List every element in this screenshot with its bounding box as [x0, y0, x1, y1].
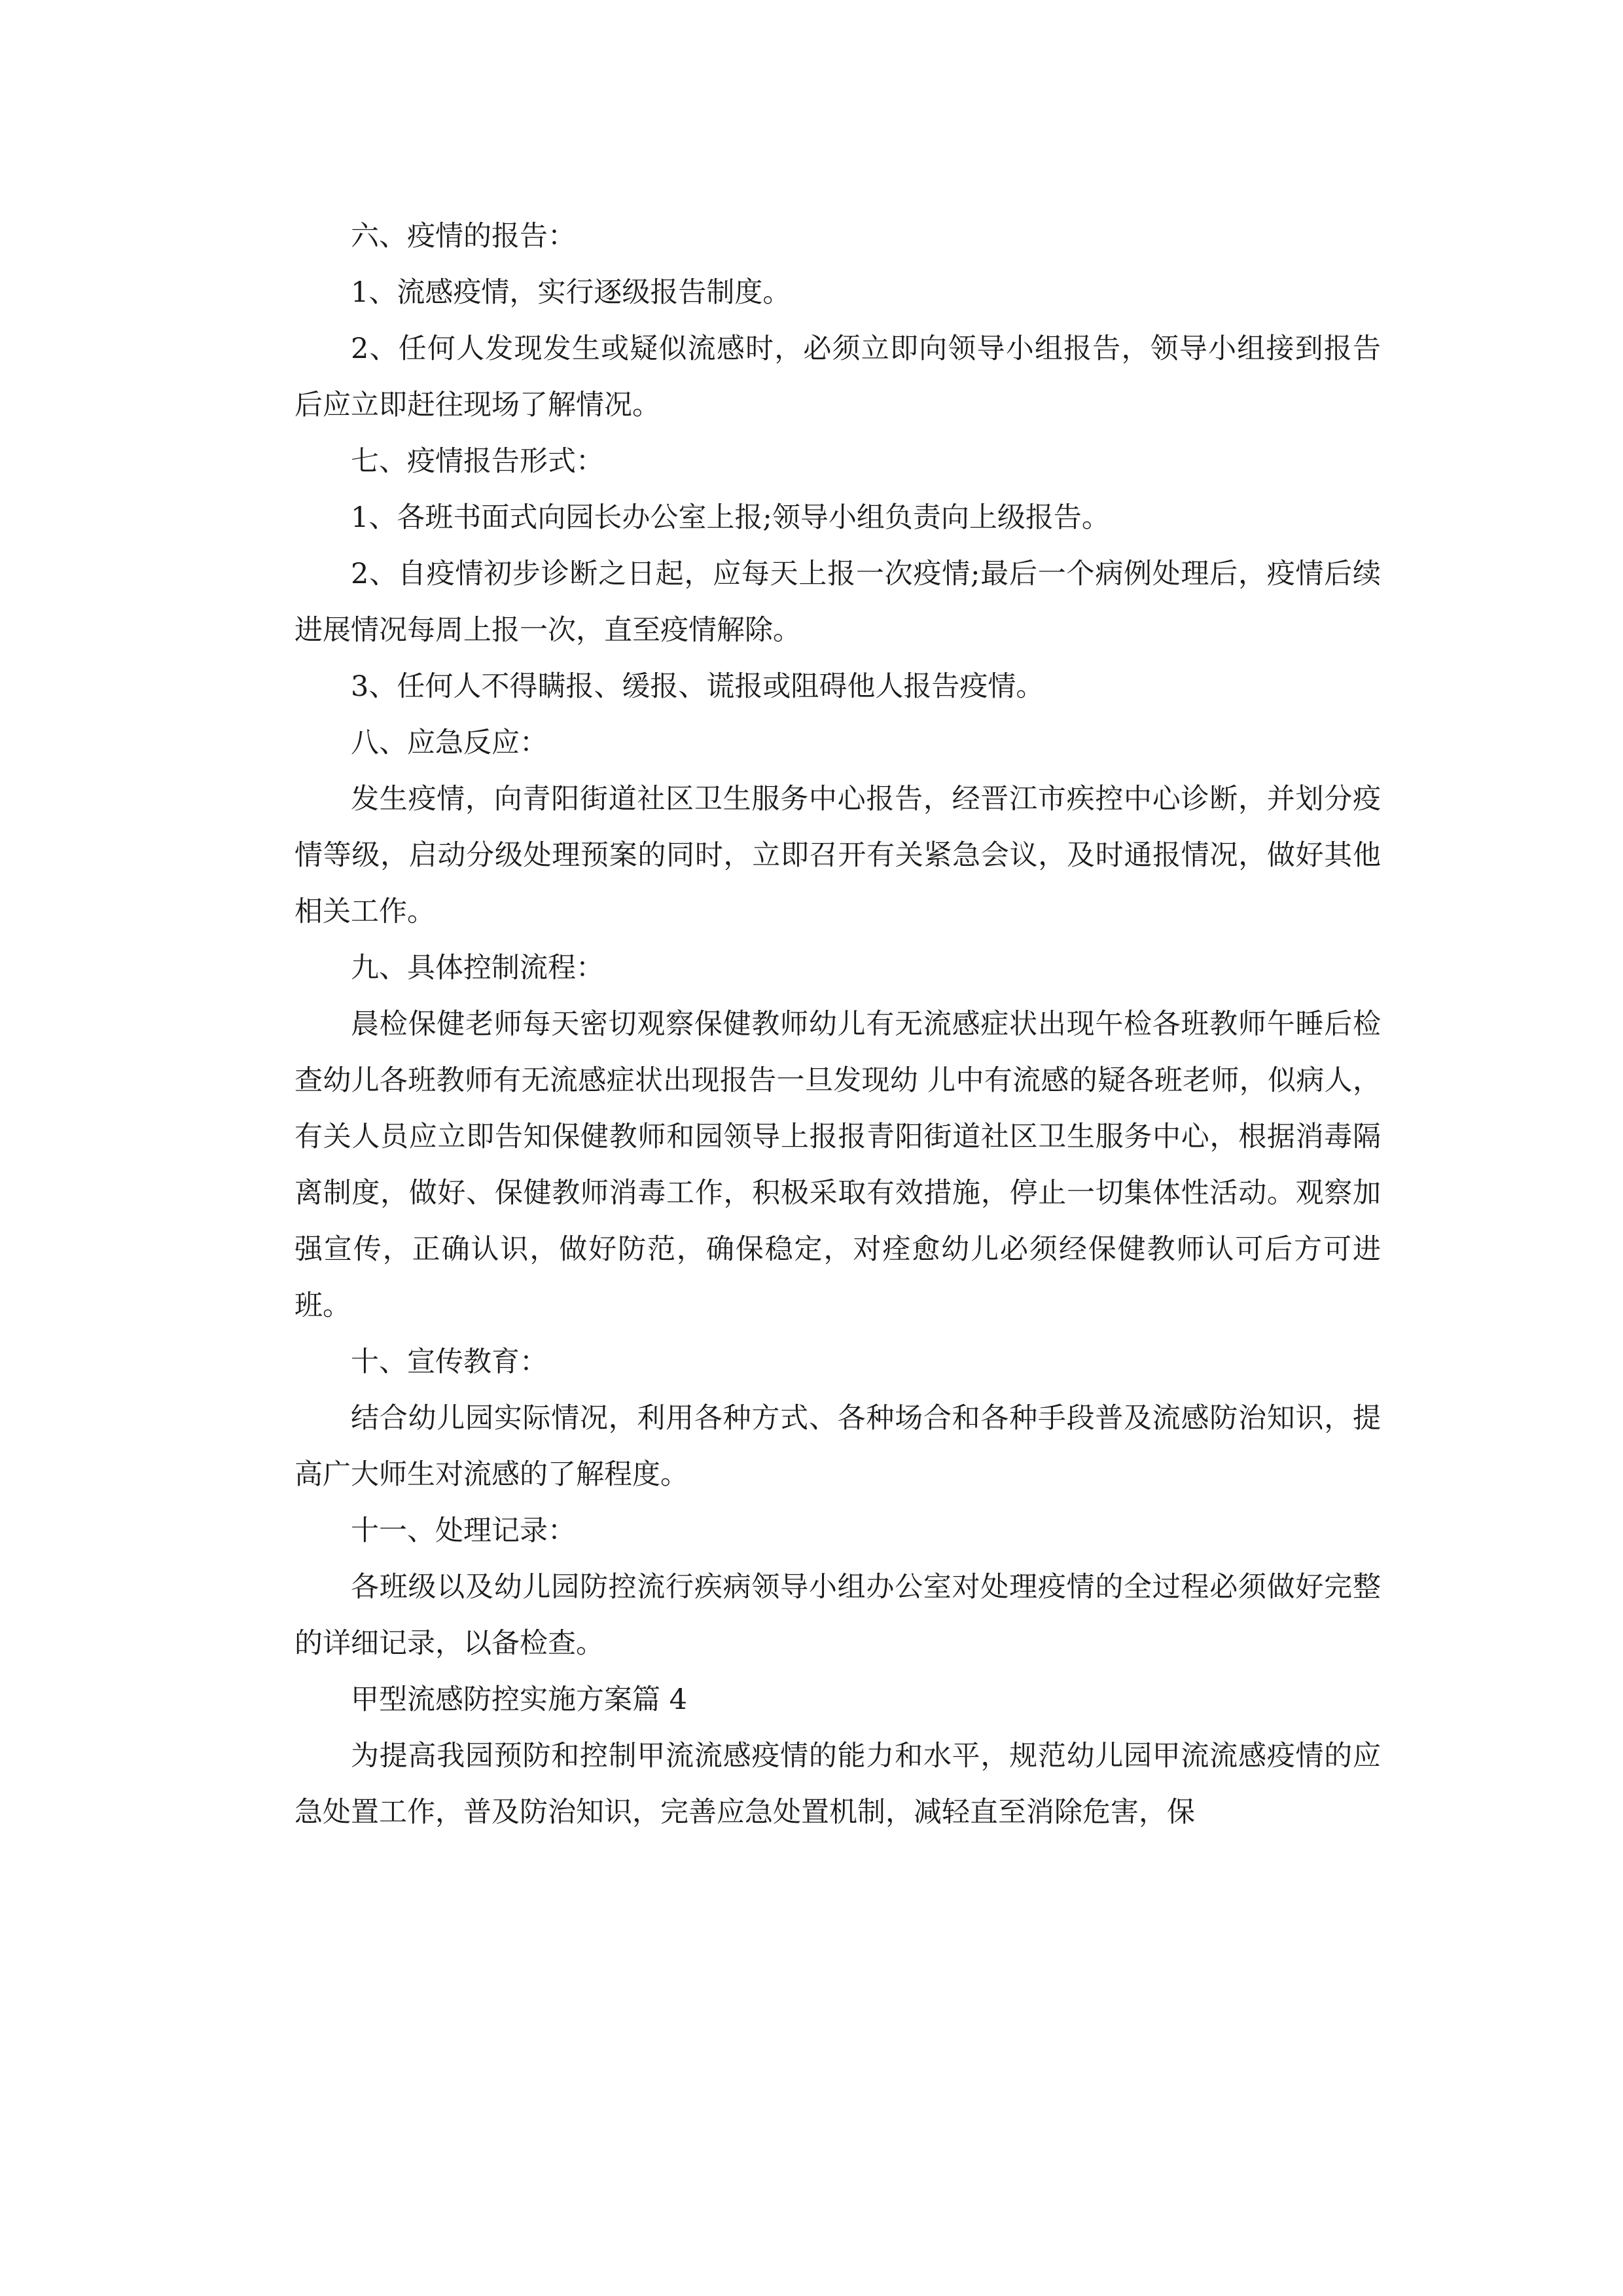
paragraph: 1、各班书面式向园长办公室上报;领导小组负责向上级报告。: [351, 501, 1110, 534]
document-body: [294, 208, 1381, 1840]
section-heading-11: 十一、处理记录：: [351, 1515, 576, 1547]
section-heading-10: 十、宣传教育：: [351, 1346, 548, 1378]
paragraph: 晨检保健老师每天密切观察保健教师幼儿有无流感症状出现午检各班教师午睡后检查幼儿各班教师有无流感症状出现报告一旦发现幼 儿中有流感的疑各班老师，似病人，有关人员应立即告知保健教师和园领导上报报青阳街道社区卫生服务中心，根据消毒隔离制度，做好、保健教师消毒工作，积极采取有效措施，停止一切集体性活动。观察加强宣传，正确认识，做好防范，确保稳定，对痊愈幼儿必须经保健教师认可后方可进班。: [294, 1008, 1381, 1322]
section-heading-7: 七、疫情报告形式：: [351, 445, 604, 478]
paragraph: 2、任何人发现发生或疑似流感时，必须立即向领导小组报告，领导小组接到报告后应立即赶往现场了解情况。: [294, 332, 1381, 422]
paragraph: 结合幼儿园实际情况，利用各种方式、各种场合和各种手段普及流感防治知识，提高广大师生对流感的了解程度。: [294, 1402, 1381, 1491]
paragraph: 发生疫情，向青阳街道社区卫生服务中心报告，经晋江市疾控中心诊断，并划分疫情等级，启动分级处理预案的同时，立即召开有关紧急会议，及时通报情况，做好其他相关工作。: [294, 783, 1381, 928]
paragraph: 1、流感疫情，实行逐级报告制度。: [351, 276, 791, 309]
article-title: 甲型流感防控实施方案篇 4: [351, 1683, 688, 1716]
paragraph: 3、任何人不得瞒报、缓报、谎报或阻碍他人报告疫情。: [351, 670, 1044, 703]
section-heading-6: 六、疫情的报告：: [351, 220, 576, 253]
paragraph: 各班级以及幼儿园防控流行疾病领导小组办公室对处理疫情的全过程必须做好完整的详细记录，以备检查。: [294, 1571, 1381, 1660]
paragraph: 2、自疫情初步诊断之日起，应每天上报一次疫情;最后一个病例处理后，疫情后续进展情况每周上报一次，直至疫情解除。: [294, 558, 1381, 647]
paragraph: 为提高我园预防和控制甲流流感疫情的能力和水平，规范幼儿园甲流流感疫情的应急处置工作，普及防治知识，完善应急处置机制，减轻直至消除危害，保: [294, 1740, 1381, 1829]
section-heading-8: 八、应急反应：: [351, 726, 548, 759]
section-heading-9: 九、具体控制流程：: [351, 952, 604, 984]
